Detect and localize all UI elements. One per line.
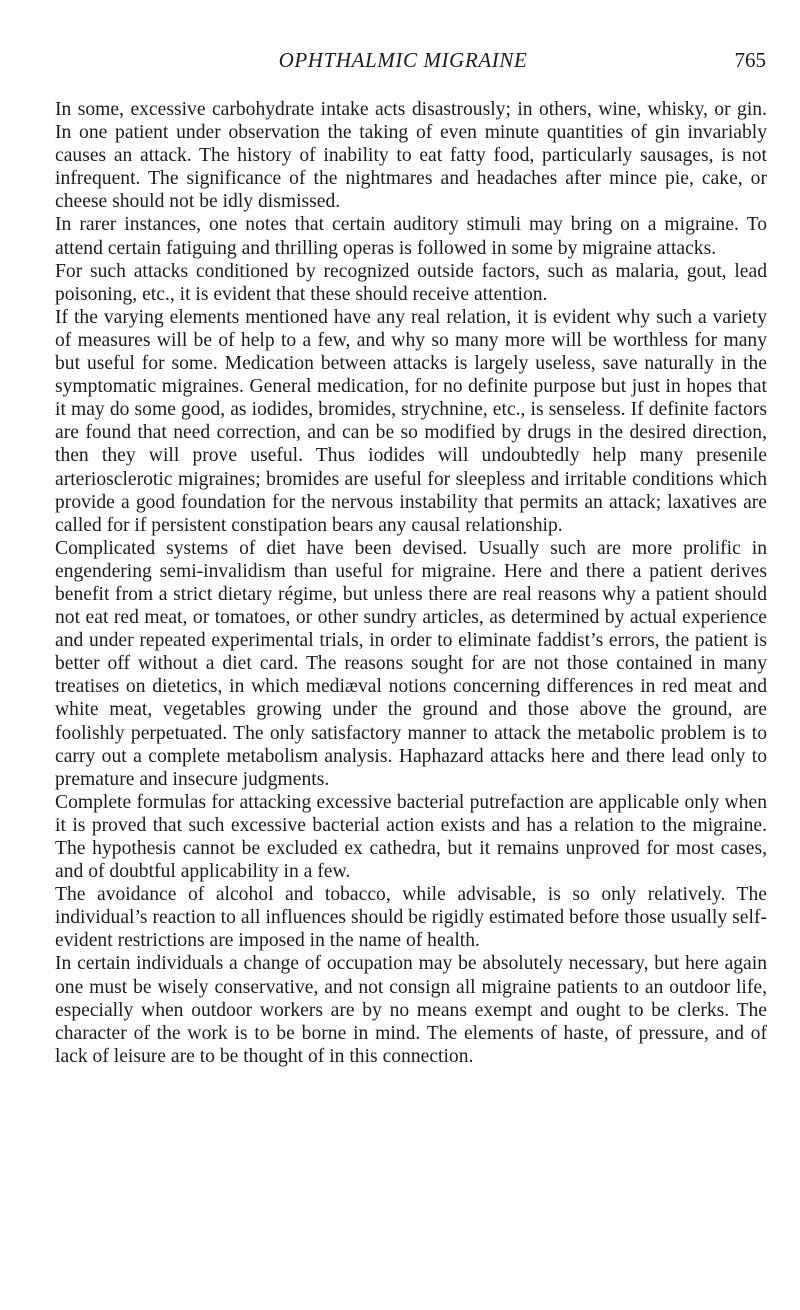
paragraph: In rarer instances, one notes that certain auditory stimuli may bring on a migraine. To attend certain fatiguing and thrilling operas is followed in some by migraine attacks. [55, 214, 767, 259]
paragraph: If the varying elements mentioned have any real relation, it is evident why such a variety of measures will be of help to a few, and why so many more will be worthless for many but useful for some. Medication between attacks is largely useless, save naturally in the symptomatic migraines. General medication, for no definite purpose but just in hopes that it may do some good, as iodides, bromides, strychnine, etc., is senseless. If definite factors are found that need correction, and can be so modified by drugs in the desired direction, then they will prove useful. Thus iodides will undoubtedly help many presenile arteriosclerotic migraines; bromides are useful for sleepless and irritable conditions which provide a good foundation for the nervous instability that permits an attack; laxatives are called for if persistent constipation bears any causal relationship. [55, 306, 767, 536]
paragraph: Complete formulas for attacking excessive bacterial putrefaction are applicable only when it is proved that such excessive bacterial action exists and has a relation to the migraine. The hypothesis cannot be excluded ex cathedra, but it remains unproved for most cases, and of doubtful applicability in a few. [55, 791, 767, 883]
page-number: 765 [734, 48, 766, 72]
running-head [40, 48, 766, 78]
paragraph: The avoidance of alcohol and tobacco, while advisable, is so only relatively. The individual’s reaction to all influences should be rigidly estimated before those usually self-evident restrictions are imposed in the name of health. [55, 884, 767, 952]
running-title: OPHTHALMIC MIGRAINE [278, 48, 528, 72]
paragraph: In certain individuals a change of occupation may be absolutely necessary, but here again one must be wisely conservative, and not consign all migraine patients to an outdoor life, especially when outdoor workers are by no means exempt and ought to be clerks. The character of the work is to be borne in mind. The elements of haste, of pressure, and of lack of leisure are to be thought of in this connection. [55, 953, 767, 1067]
body-text [55, 98, 767, 1068]
paragraph: In some, excessive carbohydrate intake acts disastrously; in others, wine, whisky, or gin. In one patient under observation the taking of even minute quantities of gin invariably causes an attack. The history of inability to eat fatty food, particularly sausages, is not infrequent. The significance of the nightmares and headaches after mince pie, cake, or cheese should not be idly dismissed. [55, 99, 767, 213]
paragraph: For such attacks conditioned by recognized outside factors, such as malaria, gout, lead poisoning, etc., it is evident that these should receive attention. [55, 260, 767, 305]
paragraph: Complicated systems of diet have been devised. Usually such are more prolific in engendering semi-invalidism than useful for migraine. Here and there a patient derives benefit from a strict dietary régime, but unless there are real reasons why a patient should not eat red meat, or tomatoes, or other sundry articles, as determined by actual experience and under repeated experimental trials, in order to eliminate faddist’s errors, the patient is better off without a diet card. The reasons sought for are not those contained in many treatises on dietetics, in which mediæval notions concerning differences in red meat and white meat, vegetables growing under the ground and those above the ground, are foolishly perpetuated. The only satisfactory manner to attack the metabolic problem is to carry out a complete metabolism analysis. Haphazard attacks here and there lead only to premature and insecure judgments. [55, 537, 767, 790]
